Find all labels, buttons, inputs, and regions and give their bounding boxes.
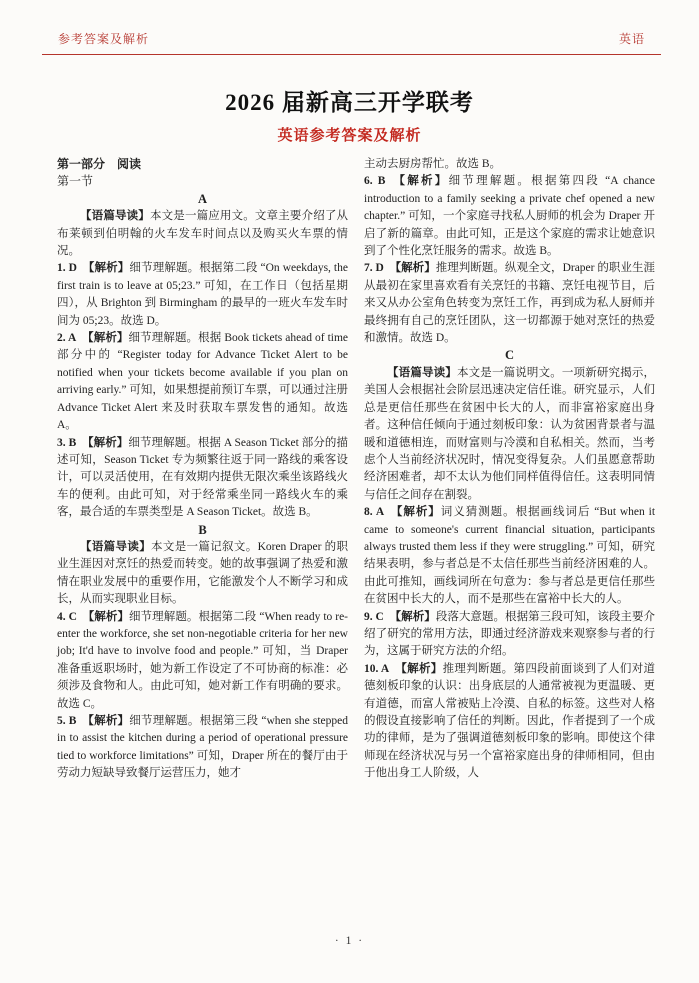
- analysis-label: 【解析】: [389, 262, 436, 275]
- page-number: · 1 ·: [334, 935, 365, 947]
- answer-number: 8. A: [364, 506, 385, 519]
- answer-explanation: 2. A 【解析】细节理解题。根据 Book tickets ahead of time 部分中的 “Register today for Advance Ticket Alert to be notified when your tickets become available if you plan on arriving early.” 可知，如果想提前预订车票，可以通过注册 Advance Ticket Alert 来及时获取车票发售的通知。故选 A。: [57, 332, 349, 432]
- passage-intro: 【语篇导读】本文是一篇说明文。一项新研究揭示，美国人会根据社会阶层迅速决定信任谁。研究显示，人们总是更信任那些在贫困中长大的人，而非富裕家庭出身者。这种信任倾向于通过刻板印象：认为贫困背景者与温暖和道德相连，而财富则与冷漠和自私相关。然而，当考虑个人当前经济状况时，情况变得复杂。人们虽愿意帮助经济困难者，却不太认为他们同样值得信任。这表明同情与信任之间存在割裂。: [364, 366, 656, 501]
- answer-explanation: 9. C 【解析】段落大意题。根据第三段可知，该段主要介绍了研究的常用方法，即通过经济游戏来观察参与者的行为，这属于研究方法的介绍。: [364, 610, 656, 658]
- answer-explanation: 6. B 【解析】细节理解题。根据第四段 “A chance introduction to a family seeking a private chef opened a new chapter.” 可知，一个家庭寻找私人厨师的机会为 Draper 开启了新的篇章。由此可知，正是这个家庭的需求让她意识到了个性化烹饪服务的需求。故选 B。: [364, 175, 656, 258]
- page-subtitle: 英语参考答案及解析: [277, 128, 422, 144]
- analysis-label: 【解析】: [82, 332, 129, 345]
- section-subheading: 第一节: [57, 174, 94, 189]
- answer-number: 4. C: [57, 610, 77, 623]
- analysis-label: 【解析】: [391, 175, 449, 188]
- answer-explanation: 4. C 【解析】细节理解题。根据第二段 “When ready to re-enter the workforce, she set non-negotiable criteria for her new job; It'd have to involve food and people.” 可知，当 Draper 准备重返职场时，她为新工作设定了不可协商的标准：必须涉及食物和人。由此可知，她对新工作有明确的要求。故选 C。: [57, 610, 348, 710]
- page-header: [42, 30, 661, 55]
- analysis-label: 【解析】: [82, 262, 130, 275]
- passage-letter: B: [198, 522, 207, 537]
- analysis-label: 【解析】: [82, 436, 129, 449]
- answer-number: 10. A: [364, 662, 390, 675]
- answer-body: [57, 156, 655, 783]
- passage-intro: 【语篇导读】本文是一篇记叙文。Koren Draper 的职业生涯因对烹饪的热爱而转变。她的故事强调了热爱和激情在职业发展中的重要作用，它能激发个人不断学习和成长，从而实现职业目标。: [57, 540, 348, 606]
- answer-number: 5. B: [57, 715, 77, 727]
- answer-number: 7. D: [364, 262, 384, 275]
- answer-explanation: 10. A 【解析】推理判断题。第四段前面谈到了人们对道德刻板印象的认识：出身底层的人通常被视为更温暖、更有道德，而富人常被贴上冷漠、自私的标签。这些对人格的假设直接影响了信任的判断。因此，作者提到了一个成功的律师，是为了强调道德刻板印象的影响。即使这个律师现在经济状况与另一个富裕家庭出身的律师相同，但由于他出身工人阶级，人: [364, 662, 656, 780]
- header-left-label: 参考答案及解析: [58, 32, 150, 46]
- analysis-label: 【解析】: [82, 715, 130, 727]
- column-left: [57, 156, 348, 783]
- answer-explanation: 8. A 【解析】词义猜测题。根据画线词后 “But when it came to someone's current financial situation, participants always trusted them less if they were struggling.” 可知，研究结果表明，参与者总是不太信任那些当前经济困难的人。由此可推知，画线词所在句意为：参与者总是更信任那些在贫困中长大的人，而不是那些在富裕中长大的人。: [364, 506, 656, 606]
- analysis-label: 【语篇导读】: [80, 210, 150, 223]
- analysis-label: 【解析】: [389, 506, 441, 519]
- passage-intro: 【语篇导读】本文是一篇应用文。文章主要介绍了从布莱顿到伯明翰的火车发车时间点以及购买火车票的情况。: [57, 210, 349, 258]
- answer-explanation: 5. B 【解析】细节理解题。根据第三段 “when she stepped in to assist the kitchen during a period of operational pressure tied to workforce limitations” 可知，Draper 所在的餐厅由于劳动力短缺导致餐厅运营压力，她才: [57, 715, 349, 780]
- passage-letter: A: [197, 191, 208, 206]
- analysis-label: 【解析】: [82, 610, 130, 623]
- answer-explanation: 1. D 【解析】细节理解题。根据第二段 “On weekdays, the first train is to leave at 05;23.” 可知，在工作日（包括星期四），从 Brighton 到 Birmingham 的最早的一班火车发车时间为 05;23。故选 D。: [57, 262, 348, 327]
- answer-number: 1. D: [57, 262, 77, 275]
- answer-number: 9. C: [364, 610, 384, 623]
- section-heading: 第一部分 阅读: [57, 157, 142, 171]
- page-title: 2026 届新高三开学联考: [225, 90, 474, 115]
- analysis-label: 【语篇导读】: [80, 540, 152, 553]
- answer-number: 2. A: [57, 332, 77, 345]
- analysis-label: 【解析】: [389, 610, 436, 623]
- analysis-label: 【语篇导读】: [387, 366, 457, 379]
- header-right-label: 英语: [618, 32, 645, 46]
- analysis-label: 【解析】: [395, 662, 443, 675]
- answer-number: 6. B: [364, 175, 386, 188]
- column-right: [364, 156, 655, 783]
- continued-text: 主动去厨房帮忙。故选 B。: [364, 158, 502, 170]
- answer-explanation: 7. D 【解析】推理判断题。纵观全文，Draper 的职业生涯从最初在家里喜欢看有关烹饪的书籍、烹饪电视节目，后来又从办公室角色转变为烹饪工作，再到成为私人厨师并最终拥有自己的烹饪团队，这一切都源于她对烹饪的热爱和激情。故选 D。: [364, 262, 656, 345]
- answer-number: 3. B: [57, 436, 77, 449]
- answer-explanation: 3. B 【解析】细节理解题。根据 A Season Ticket 部分的描述可知，Season Ticket 专为频繁往返于同一路线的乘客设计，可以灵活使用，在有效期内提供无限次乘坐该路线火车的便利。由此可知，对于经常乘坐同一路线火车的乘客，最合适的车票类型是 A Season Ticket。故选 B。: [57, 436, 349, 519]
- passage-letter: C: [504, 348, 515, 363]
